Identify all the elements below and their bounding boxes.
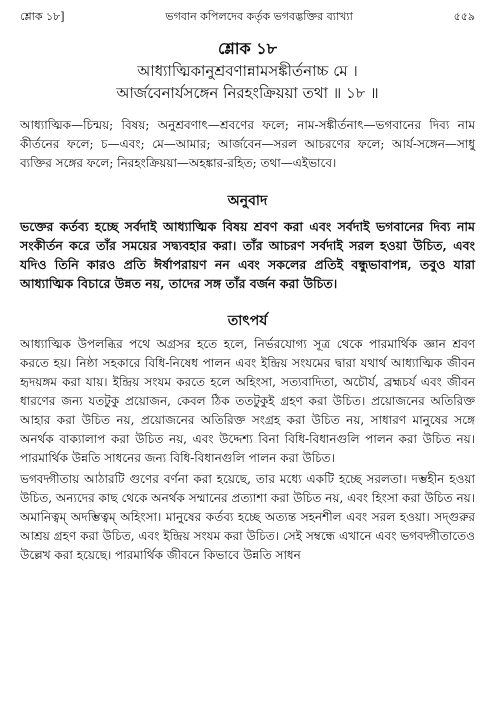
synonyms-paragraph: আধ্যাত্মিক—চিন্ময়; বিষয়; অনুশ্রবণাৎ—শ্রবণের ফলে; নাম-সঙ্কীর্তনাৎ—ভগবানের দিব্য নাম কীর্তনের ফলে; চ—এবং; মে—আমার; আর্জবেন—সরল আচরণের ফলে; আর্য-সঙ্গেন—সাধু ব্যক্তির সঙ্গের ফলে; নিরহংক্রিয়য়া—অহঙ্কার-রহিত; তথা—এইভাবে। xyxy=(20,118,475,170)
purport-paragraph: ভগবদ্গীতায় আঠারটি গুণের বর্ণনা করা হয়েছে, তার মধ্যে একটি হচ্ছে সরলতা। দম্ভহীন হওয়া উচিত, অন্যদের কাছ থেকে অনর্থক সম্মানের প্রত্যাশা করা উচিত নয়, এবং হিংসা করা উচিত নয়। অমানিত্বম্ অদম্ভিত্বম্ অহিংসা। মানুষের কর্তব্য হচ্ছে অত্যন্ত সহনশীল এবং সরল হওয়া। সদ্গুরুর আশ্রয় গ্রহণ করা উচিত, এবং ইন্দ্রিয় সংযম করা উচিত। সেই সম্বন্ধে এখানে এবং ভগবদ্গীতাতেও উল্লেখ করা হয়েছে। পারমার্থিক জীবনে কিভাবে উন্নতি সাধন xyxy=(20,472,475,562)
verse-block xyxy=(20,38,475,104)
verse-line-1: আধ্যাত্মিকানুশ্রবণান্নামসঙ্কীর্তনাচ্চ মে । xyxy=(137,62,358,80)
purport-heading: তাৎপর্য xyxy=(227,313,268,329)
verse-number: শ্লোক ১৮ xyxy=(217,39,278,58)
running-header xyxy=(20,8,475,26)
translation-heading: অনুবাদ xyxy=(227,193,268,209)
header-verse-ref: শ্লোক ১৮] xyxy=(20,10,65,23)
translation-paragraph: ভক্তের কর্তব্য হচ্ছে সর্বদাই আধ্যাত্মিক বিষয় শ্রবণ করা এবং সর্বদাই ভগবানের দিব্য নাম সংকীর্তন করে তাঁর সময়ের সদ্ব্যবহার করা। তাঁর আচরণ সর্বদাই সরল হওয়া উচিত, এবং যদিও তিনি কারও প্রতি ঈর্ষাপরায়ণ নন এবং সকলের প্রতিই বন্ধুভাবাপন্ন, তবুও যারা আধ্যাত্মিক বিচারে উন্নত নয়, তাদের সঙ্গ তাঁর বর্জন করা উচিত। xyxy=(20,219,475,291)
verse-line-2: আর্জবেনার্যসঙ্গেন নিরহংক্রিয়য়া তথা ॥ ১৮ ॥ xyxy=(116,84,379,102)
header-chapter-title: ভগবান কপিলদেব কর্তৃক ভগবদ্ভক্তির ব্যাখ্যা xyxy=(165,10,353,23)
purport-paragraph: আধ্যাত্মিক উপলব্ধির পথে অগ্রসর হতে হলে, নির্ভরযোগ্য সূত্র থেকে পারমার্থিক জ্ঞান শ্রবণ করতে হয়। নিষ্ঠা সহকারে বিধি-নিষেধ পালন এবং ইন্দ্রিয় সংযমের দ্বারা যথার্থ আধ্যাত্মিক জীবন হৃদয়ঙ্গম করা যায়। ইন্দ্রিয় সংযম করতে হলে অহিংসা, সত্যবাদিতা, অচৌর্য, ব্রহ্মচর্য এবং জীবন ধারণের জন্য যতটুকু প্রয়োজন, কেবল ঠিক ততটুকুই গ্রহণ করা উচিত। প্রয়োজনের অতিরিক্ত আহার করা উচিত নয়, প্রয়োজনের অতিরিক্ত সংগ্রহ করা উচিত নয়, সাধারণ মানুষের সঙ্গে অনর্থক বাক্যালাপ করা উচিত নয়, এবং উদ্দেশ্য বিনা বিধি-বিধানগুলি পালন করা উচিত নয়। পারমার্থিক উন্নতি সাধনের জন্য বিধি-বিধানগুলি পালন করা উচিত। xyxy=(20,337,475,465)
page-number: ৫৫৯ xyxy=(453,10,475,23)
purport-body xyxy=(20,335,475,565)
